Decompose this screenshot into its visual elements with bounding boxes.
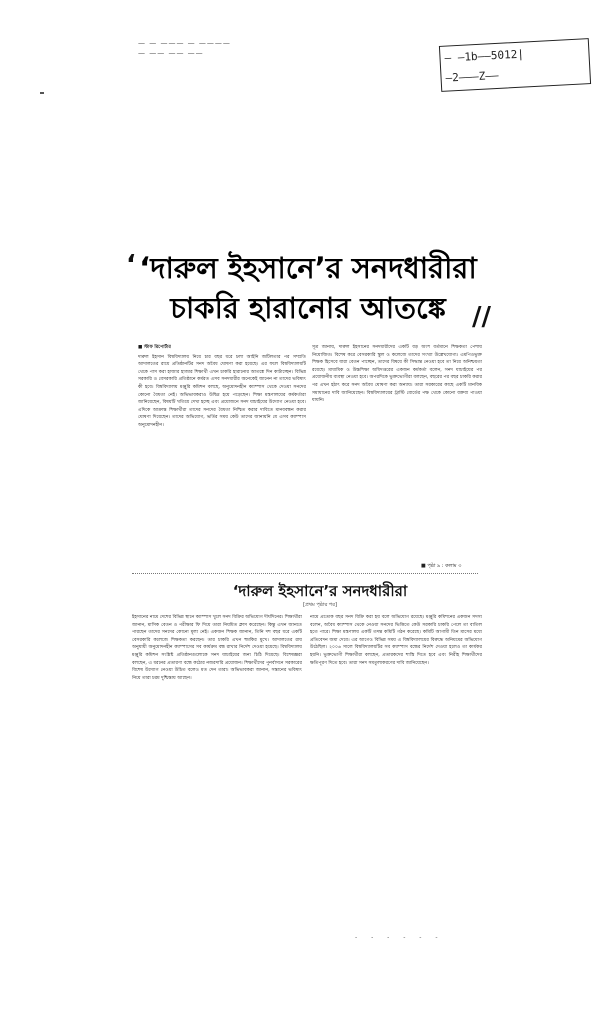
- section-divider: [132, 573, 478, 574]
- continuation-column-left: [132, 614, 302, 914]
- scan-speck: [40, 92, 44, 94]
- continued-marker: ■ পৃষ্ঠা ৯ : কলাম ৩: [421, 563, 462, 569]
- headline-quote-close: //: [472, 302, 491, 332]
- byline: ■ স্টাফ রিপোর্টার: [138, 345, 171, 350]
- scan-header-line2: — —— —— ——: [138, 49, 204, 57]
- article-column-right: [312, 344, 482, 560]
- article-column-left: [138, 344, 306, 556]
- column-left-text: দারুল ইহসান বিশ্ববিদ্যালয় নিয়ে চার বছর ধরে চলা আইনি জটিলতার পর সম্প্রতি আদালতের রায়ে প্রতিষ্ঠানটির সনদ অবৈধ ঘোষণা করা হয়েছে। এর ফলে বিশ্ববিদ্যালয়টি থেকে পাস করা হাজার হাজার শিক্ষার্থী এখন চাকরি হারানোর আতঙ্কে দিন কাটাচ্ছেন। বিভিন্ন সরকারি ও বেসরকারি প্রতিষ্ঠানে কর্মরত এসব সনদধারীর অনেকেই জানেন না তাদের ভবিষ্যৎ কী হবে। বিশ্ববিদ্যালয় মঞ্জুরি কমিশন বলছে, অনুমোদনহীন ক্যাম্পাস থেকে দেওয়া সনদের কোনো বৈধতা নেই। অভিভাবকরাও উদ্বিগ্ন হয়ে পড়েছেন। শিক্ষা মন্ত্রণালয়ের কর্মকর্তারা জানিয়েছেন, বিষয়টি খতিয়ে দেখা হচ্ছে এবং প্রয়োজনে সনদ যাচাইয়ের উদ্যোগ নেওয়া হবে। এদিকে আক্রান্ত শিক্ষার্থীরা তাদের সনদের বৈধতা নিশ্চিত করার দাবিতে মানববন্ধন করার ঘোষণা দিয়েছেন। তাদের অভিযোগ, ভর্তির সময় কেউ তাদের জানায়নি যে এসব ক্যাম্পাস অনুমোদনহীন।: [138, 354, 306, 428]
- footer-dots: - - - - - -: [355, 934, 444, 941]
- stamp-line1: — —1b——5012|: [444, 47, 525, 65]
- headline-line2: চাকরি হারানোর আতঙ্কে: [170, 291, 446, 325]
- scan-header: [138, 38, 278, 60]
- headline: [128, 248, 488, 328]
- continuation-note: [প্রথম পৃষ্ঠার পর]: [303, 602, 337, 608]
- stamp-line2: —2———Z——: [445, 68, 499, 85]
- headline-quote-open: ‘: [126, 250, 136, 280]
- headline-line1: ‘দারুল ইহসানে’র সনদধারীরা: [139, 251, 477, 285]
- continuation-right-text: নামে প্রত্যেক বছর সনদ বিক্রি করা হয় বলে অভিযোগ রয়েছে। মঞ্জুরি কমিশনের একজন সদস্য বলেন, অবৈধ ক্যাম্পাস থেকে নেওয়া সনদের ভিত্তিতে কেউ সরকারি চাকরি পেলে তা বাতিল হতে পারে। শিক্ষা মন্ত্রণালয় একটি তদন্ত কমিটি গঠন করেছে। কমিটি আগামী তিন মাসের মধ্যে প্রতিবেদন জমা দেবে। এর আগেও বিভিন্ন সময় এ বিশ্ববিদ্যালয়ের বিরুদ্ধে অনিয়মের অভিযোগ উঠেছিল। ২০০৬ সালে বিশ্ববিদ্যালয়টির সব ক্যাম্পাস বন্ধের নির্দেশ দেওয়া হলেও তা কার্যকর হয়নি। ভুক্তভোগী শিক্ষার্থীরা বলছেন, প্রতারকদের শাস্তি দিতে হবে এবং নিরীহ শিক্ষার্থীদের ক্ষতিপূরণ দিতে হবে। তারা সনদ সমতুল্যকরণের দাবি জানিয়েছেন।: [310, 615, 482, 666]
- continuation-column-right: [310, 614, 482, 914]
- column-right-text: সূত্র জানায়, দারুল ইহসানের সনদধারীদের একটি বড় অংশ বর্তমানে শিক্ষকতা পেশায় নিয়োজিত। বিশেষ করে বেসরকারি স্কুল ও কলেজে তাদের সংখ্যা উল্লেখযোগ্য। এমপিওভুক্ত শিক্ষক হিসেবে যারা বেতন পাচ্ছেন, তাদের বিষয়ে কী সিদ্ধান্ত নেওয়া হবে তা নিয়ে অনিশ্চয়তা রয়েছে। মাধ্যমিক ও উচ্চশিক্ষা অধিদপ্তরের একজন কর্মকর্তা বলেন, সনদ যাচাইয়ের পর প্রয়োজনীয় ব্যবস্থা নেওয়া হবে। অপরদিকে ভুক্তভোগীরা বলছেন, বছরের পর বছর চাকরি করার পর এখন হঠাৎ করে সনদ অবৈধ ঘোষণা করা অন্যায়। তারা সরকারের কাছে একটি মানবিক সমাধানের দাবি জানিয়েছেন। বিশ্ববিদ্যালয়ের ট্রাস্টি বোর্ডের পক্ষ থেকে কোনো বক্তব্য পাওয়া যায়নি।: [312, 345, 482, 404]
- archive-stamp: [439, 38, 591, 92]
- continuation-left-text: ইহসানের নামে দেশের বিভিন্ন স্থানে ক্যাম্পাস খুলে সনদ বিক্রির অভিযোগ দীর্ঘদিনের। শিক্ষার্থীরা জানান, মাসিক বেতন ও পরীক্ষার ফি দিয়ে তারা নিয়মিত ক্লাস করেছেন। কিন্তু এখন জানতে পারছেন তাদের সনদের কোনো মূল্য নেই। একজন শিক্ষক জানান, তিনি দশ বছর ধরে একটি বেসরকারি কলেজে শিক্ষকতা করছেন। তার চাকরি এখন হুমকির মুখে। আদালতের রায় অনুযায়ী অনুমোদনহীন ক্যাম্পাসের সব কার্যক্রম বন্ধ রাখার নির্দেশ দেওয়া হয়েছে। বিশ্ববিদ্যালয় মঞ্জুরি কমিশন সংশ্লিষ্ট প্রতিষ্ঠানগুলোকে সনদ যাচাইয়ের জন্য চিঠি দিয়েছে। বিশেষজ্ঞরা বলছেন, এ ধরনের প্রতারণা বন্ধে কঠোর নজরদারি প্রয়োজন। শিক্ষার্থীদের পুনর্বাসনে সরকারের বিশেষ উদ্যোগ নেওয়া উচিত বলেও মত দেন তারা। অভিভাবকরা জানান, সন্তানের ভবিষ্যৎ নিয়ে তারা চরম দুশ্চিন্তায় আছেন।: [132, 615, 302, 681]
- continuation-headline: ‘দারুল ইহসানে’র সনদধারীরা: [232, 582, 408, 600]
- scan-header-line1: — — ——— — ————: [138, 39, 231, 47]
